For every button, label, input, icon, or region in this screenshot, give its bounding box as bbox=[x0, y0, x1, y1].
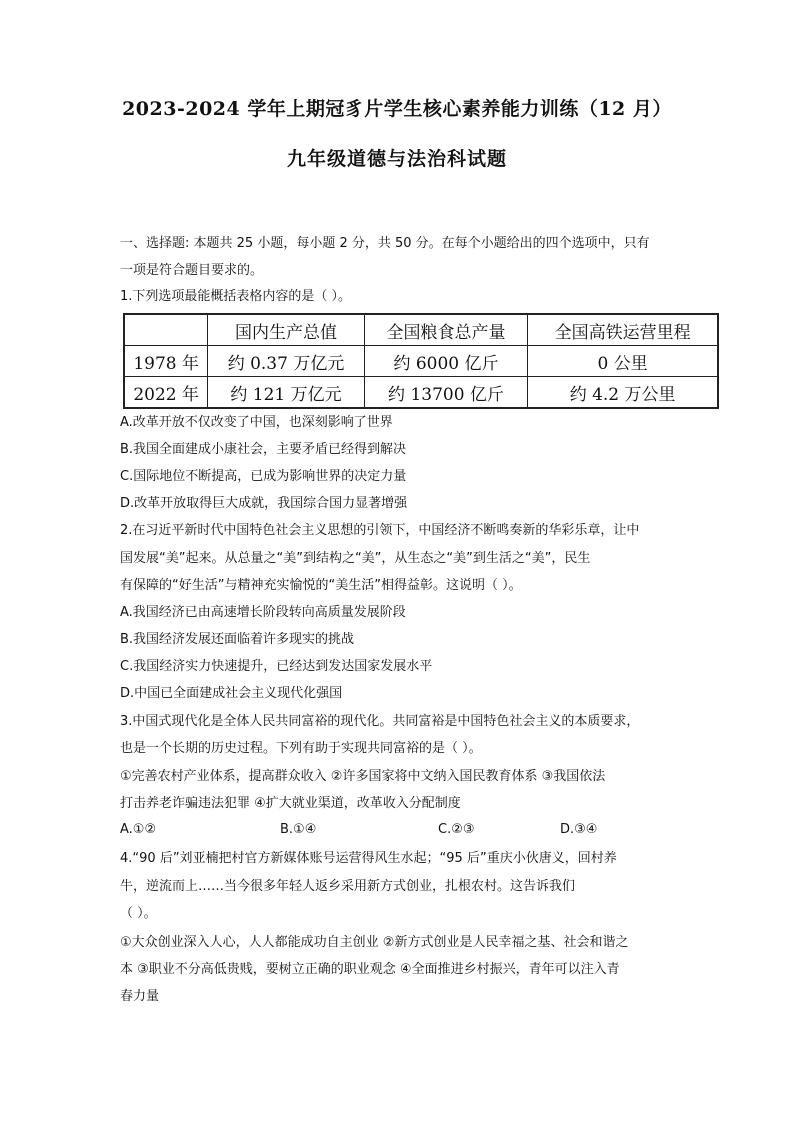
table-cell: 约 121 万亿元 bbox=[208, 377, 364, 409]
q4-stem-line-1: 4.“90 后”刘亚楠把村官方新媒体账号运营得风生水起；“95 后”重庆小伙唐义，回村养 bbox=[120, 851, 617, 866]
q4-item-line-2: 本 ③职业不分高低贵贱，要树立正确的职业观念 ④全面推进乡村振兴，青年可以注入青 bbox=[120, 962, 620, 977]
exam-subtitle: 九年级道德与法治科试题 bbox=[286, 148, 507, 170]
table-row bbox=[124, 377, 718, 409]
q3-item-line-2: 打击养老诈骗违法犯罪 ④扩大就业渠道，改革收入分配制度 bbox=[120, 796, 461, 811]
q2-option-b: B.我国经济发展还面临着许多现实的挑战 bbox=[120, 632, 355, 647]
table-header-cell bbox=[124, 314, 208, 346]
q3-option-b: B.①④ bbox=[280, 822, 317, 837]
q4-item-line-3: 春力量 bbox=[120, 989, 160, 1004]
q2-stem-line-1: 2.在习近平新时代中国特色社会主义思想的引领下，中国经济不断鸣奏新的华彩乐章，让中 bbox=[120, 523, 640, 538]
table-cell: 约 0.37 万亿元 bbox=[208, 346, 364, 377]
section-instruction-line-1: 一、选择题: 本题共 25 小题，每小题 2 分，共 50 分。在每个小题给出的四个选项中，只有 bbox=[120, 236, 650, 251]
table-cell: 2022 年 bbox=[124, 377, 208, 409]
q2-stem-line-3: 有保障的“好生活”与精神充实愉悦的“美生活”相得益彰。这说明（ ）。 bbox=[120, 578, 522, 593]
q2-stem-line-2: 国发展“美”起来。从总量之“美”到结构之“美”，从生态之“美”到生活之“美”，民生 bbox=[120, 551, 591, 566]
table-cell: 1978 年 bbox=[124, 346, 208, 377]
q2-option-a: A.我国经济已由高速增长阶段转向高质量发展阶段 bbox=[120, 605, 406, 620]
section-instruction-line-2: 一项是符合题目要求的。 bbox=[120, 263, 264, 278]
q2-option-d: D.中国已全面建成社会主义现代化强国 bbox=[120, 686, 343, 701]
table-cell: 约 4.2 万公里 bbox=[528, 377, 718, 409]
q3-option-a: A.①② bbox=[120, 822, 157, 837]
table-header-cell: 全国高铁运营里程 bbox=[528, 314, 718, 346]
exam-title: 2023-2024 学年上期冠豸片学生核心素养能力训练（12 月） bbox=[122, 98, 672, 120]
table-cell: 0 公里 bbox=[528, 346, 718, 377]
q1-option-d: D.改革开放取得巨大成就，我国综合国力显著增强 bbox=[120, 496, 408, 511]
table-row bbox=[124, 346, 718, 377]
table-header-row bbox=[124, 314, 718, 346]
q4-item-line-1: ①大众创业深入人心，人人都能成功自主创业 ②新方式创业是人民幸福之基、社会和谐之 bbox=[120, 935, 629, 950]
q1-option-a: A.改革开放不仅改变了中国，也深刻影响了世界 bbox=[120, 415, 393, 430]
q3-stem-line-1: 3.中国式现代化是全体人民共同富裕的现代化。共同富裕是中国特色社会主义的本质要求， bbox=[120, 714, 640, 729]
q3-option-c: C.②③ bbox=[438, 822, 475, 837]
q1-data-table bbox=[123, 313, 719, 409]
q1-option-b: B.我国全面建成小康社会，主要矛盾已经得到解决 bbox=[120, 442, 407, 457]
q1-option-c: C.国际地位不断提高，已成为影响世界的决定力量 bbox=[120, 469, 407, 484]
q3-item-line-1: ①完善农村产业体系，提高群众收入 ②许多国家将中文纳入国民教育体系 ③我国依法 bbox=[120, 769, 606, 784]
q3-stem-line-2: 也是一个长期的历史过程。下列有助于实现共同富裕的是（ ）。 bbox=[120, 741, 482, 756]
q2-option-c: C.我国经济实力快速提升，已经达到发达国家发展水平 bbox=[120, 659, 433, 674]
q3-option-d: D.③④ bbox=[560, 822, 598, 837]
table-header-cell: 全国粮食总产量 bbox=[364, 314, 527, 346]
q4-stem-line-2: 牛，逆流而上……当今很多年轻人返乡采用新方式创业，扎根农村。这告诉我们 bbox=[120, 879, 576, 894]
q1-stem: 1.下列选项最能概括表格内容的是（ ）。 bbox=[120, 289, 352, 304]
table-cell: 约 13700 亿斤 bbox=[364, 377, 527, 409]
table-cell: 约 6000 亿斤 bbox=[364, 346, 527, 377]
table-header-cell: 国内生产总值 bbox=[208, 314, 364, 346]
q4-stem-line-3: （ ）。 bbox=[120, 906, 157, 921]
